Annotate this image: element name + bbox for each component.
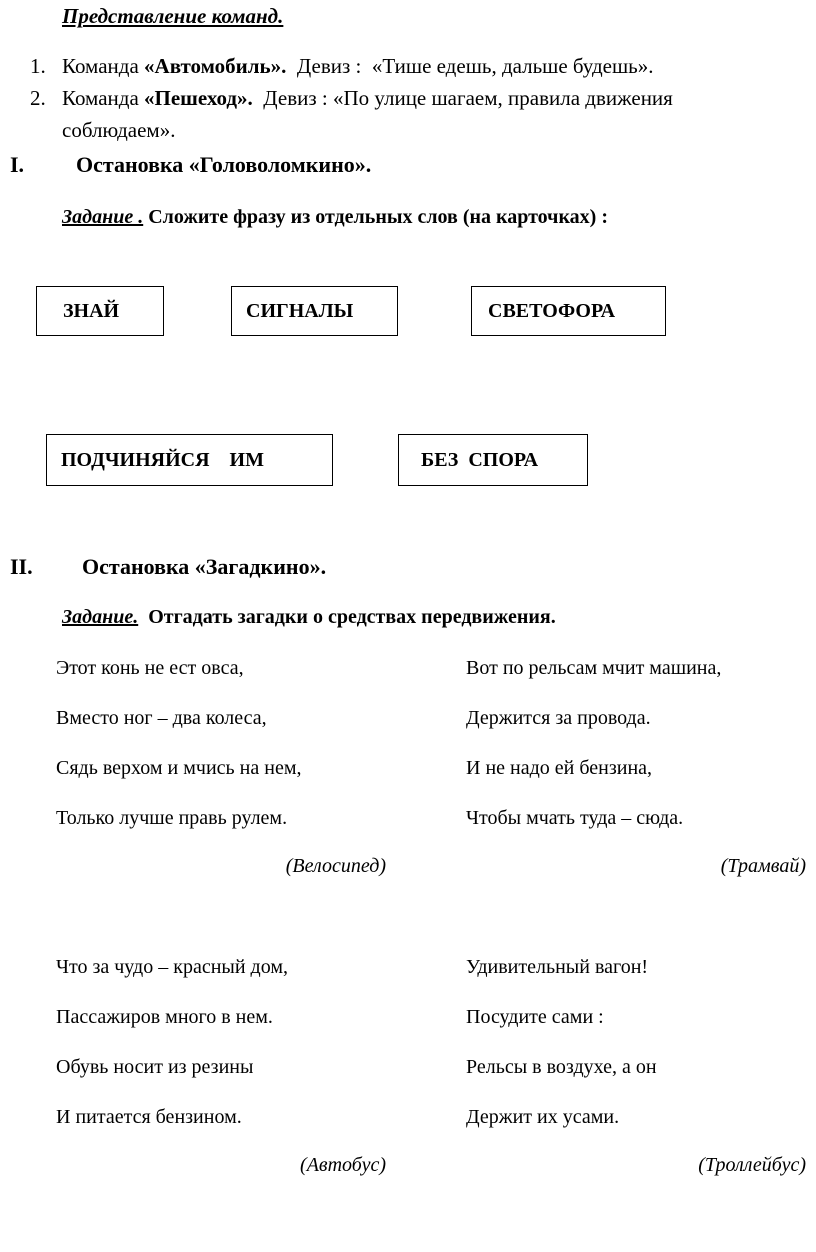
riddle-4-line-1: Удивительный вагон!: [466, 956, 649, 978]
card-label: СВЕТОФОРА: [488, 299, 616, 322]
riddle-4-line-4: Держит их усами.: [466, 1106, 620, 1128]
team-motto: Девиз : «По улице шагаем, правила движения: [252, 86, 673, 110]
riddle-2-answer: (Трамвай): [720, 855, 806, 877]
task-text: Сложите фразу из отдельных слов (на карточках) :: [143, 206, 608, 228]
riddle-2-line-3: И не надо ей бензина,: [466, 757, 653, 779]
word-card-1: [36, 286, 164, 336]
riddle-1-line-4: Только лучше правь рулем.: [56, 807, 288, 829]
team-motto-continuation: соблюдаем».: [62, 118, 176, 142]
riddle-2-line-2: Держится за провода.: [466, 707, 651, 729]
section-1-number: I.: [10, 152, 25, 177]
word-card-5: [398, 434, 588, 486]
team-number: 1.: [30, 54, 46, 78]
team-name: «Автомобиль».: [144, 54, 287, 78]
riddle-1-line-3: Сядь верхом и мчись на нем,: [56, 757, 302, 779]
card-label: ЗНАЙ: [63, 299, 120, 322]
riddle-4-line-2: Посудите сами :: [466, 1006, 604, 1028]
task-label: Задание .: [62, 206, 144, 228]
section-1-task: [62, 206, 608, 229]
riddle-4-line-3: Рельсы в воздухе, а он: [466, 1056, 657, 1078]
section-2-task: [62, 606, 556, 629]
riddle-3-line-1: Что за чудо – красный дом,: [56, 956, 288, 978]
riddle-3-line-4: И питается бензином.: [56, 1106, 242, 1128]
team-prefix: Команда: [62, 86, 145, 110]
card-label: СИГНАЛЫ: [246, 299, 354, 322]
section-2-number: II.: [10, 554, 33, 579]
team-number: 2.: [30, 86, 46, 110]
team-name: «Пешеход».: [144, 86, 253, 110]
riddle-2-line-1: Вот по рельсам мчит машина,: [466, 657, 722, 679]
riddle-3-line-2: Пассажиров много в нем.: [56, 1006, 273, 1028]
card-label: ПОДЧИНЯЙСЯ ИМ: [61, 448, 264, 471]
team-item-1: [30, 54, 810, 82]
word-card-3: [471, 286, 666, 336]
task-label: Задание.: [62, 606, 139, 628]
team-prefix: Команда: [62, 54, 145, 78]
riddle-2-line-4: Чтобы мчать туда – сюда.: [466, 807, 684, 829]
word-card-4: [46, 434, 333, 486]
riddle-1-line-2: Вместо ног – два колеса,: [56, 707, 267, 729]
team-motto: Девиз : «Тише едешь, дальше будешь».: [286, 54, 654, 78]
riddle-3-answer: (Автобус): [300, 1154, 386, 1176]
riddle-3-line-3: Обувь носит из резины: [56, 1056, 254, 1078]
team-item-2: [30, 86, 810, 114]
word-card-2: [231, 286, 398, 336]
riddle-1-answer: (Велосипед): [285, 855, 386, 877]
riddle-1-line-1: Этот конь не ест овса,: [56, 657, 244, 679]
intro-heading: Представление команд.: [62, 4, 284, 28]
task-text: Отгадать загадки о средствах передвижения.: [138, 606, 556, 628]
section-1-title: Остановка «Головоломкино».: [76, 152, 372, 177]
section-2-title: Остановка «Загадкино».: [82, 554, 327, 579]
riddle-4-answer: (Троллейбус): [698, 1154, 806, 1176]
card-label: БЕЗ СПОРА: [421, 448, 539, 471]
